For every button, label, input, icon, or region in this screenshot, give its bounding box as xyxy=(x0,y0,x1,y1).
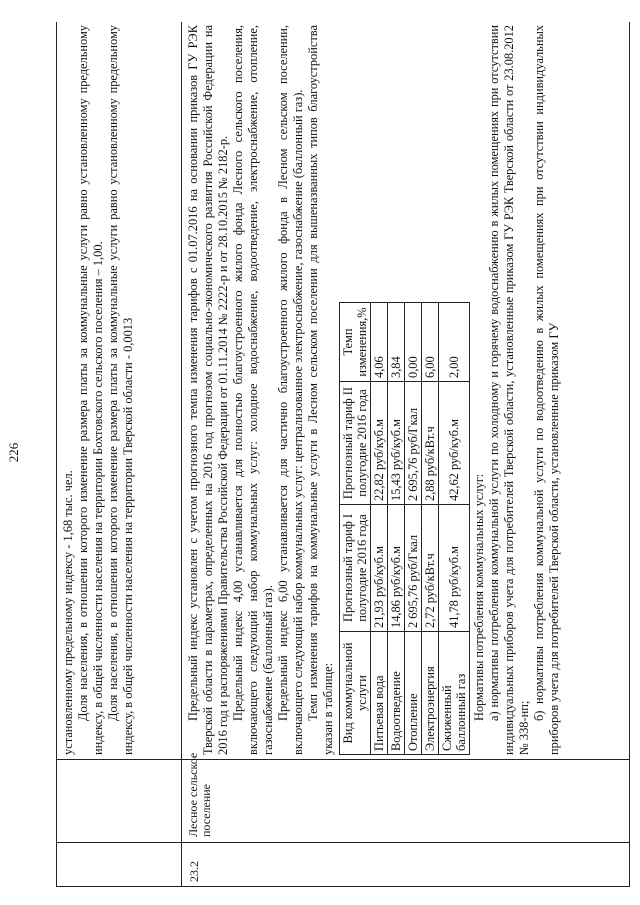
tariff-table-header xyxy=(340,303,371,755)
cell-service: Питьевая вода xyxy=(371,632,388,755)
header-tariff-h1: Прогнозный тариф I полугодие 2016 года xyxy=(340,505,371,632)
cell-service: Отопление xyxy=(405,632,422,755)
paragraph: а) нормативы потребления коммунальной услуги по холодному и горячему водоснабжению в жилых помещениях при отсутствии индивидуальных приборов учета для потребителей Тверской области, установленные приказом ГУ РЭК Тверской области от 23.08.2012 № 338-нп; xyxy=(487,25,531,755)
table-row xyxy=(422,303,439,755)
continuation-text xyxy=(61,25,136,755)
cell-service: Сжиженный баллонный газ xyxy=(439,632,470,755)
cell-tariff-h2: 2 695,76 руб/Гкал xyxy=(405,382,422,505)
page-number: 226 xyxy=(6,442,21,463)
cell-tariff-h1: 2,72 руб/кВт.ч xyxy=(422,505,439,632)
table-row xyxy=(388,303,405,755)
paragraph: Предельный индекс 4,00 устанавливается для полностью благоустроенного жилого фонда Лесного сельского поселения, включающего следующий набор коммунальных услуг: холодное водоснабжение, водоотведение, электроснабжение, отопление, газоснабжение (баллонный газ). xyxy=(231,25,275,755)
continuation-line: установленному предельному индексу - 1,68 тыс. чел. xyxy=(61,470,75,755)
cell-change-rate: 0,00 xyxy=(405,303,422,382)
cell-change-rate: 6,00 xyxy=(422,303,439,382)
header-change-rate: Темп изменения,% xyxy=(340,303,371,382)
paragraph: Нормативы потребления коммунальных услуг: xyxy=(472,473,486,721)
cell-tariff-h1: 14,86 руб/куб.м xyxy=(388,505,405,632)
paragraph: Темп изменения тарифов на коммунальные услуги в Лесном сельском поселении для вышеназванных типов благоустройства указан в таблице: xyxy=(306,25,335,755)
paragraph: б) нормативы потребления коммунальной услуги по водоотведению в жилых помещениях при отсутствии индивидуальных приборов учета для потребителей Тверской области, установленные приказом ГУ xyxy=(532,25,561,755)
continuation-paragraph: Доля населения, в отношении которого изменение размера платы за коммунальные услуги равно установленному предельному индексу, в общей численности населения на территории Бохтовского сельского поселения – 1,00. xyxy=(76,25,105,755)
cell-tariff-h2: 22,82 руб/куб.м xyxy=(371,382,388,505)
paragraph: Предельный индекс 6,00 устанавливается для частично благоустроенного жилого фонда в Лесном сельском поселении, включающего следующий набор коммунальных услуг: централизованное электроснабжение, газоснабжение (баллонный газ). xyxy=(276,25,305,755)
cell-change-rate: 3,84 xyxy=(388,303,405,382)
header-service: Вид коммунальной услуги xyxy=(340,632,371,755)
row-number: 23.2 xyxy=(187,861,201,882)
document-table-frame xyxy=(56,22,630,887)
table-divider-number xyxy=(57,842,629,843)
cell-tariff-h2: 2,88 руб/кВт.ч xyxy=(422,382,439,505)
cell-tariff-h2: 15,43 руб/куб.м xyxy=(388,382,405,505)
row-settlement-name: Лесное сельское поселение xyxy=(186,752,213,837)
header-tariff-h2: Прогнозный тариф II полугодие 2016 года xyxy=(340,382,371,505)
cell-service: Водоотведение xyxy=(388,632,405,755)
table-row xyxy=(405,303,422,755)
cell-change-rate: 4,06 xyxy=(371,303,388,382)
table-row xyxy=(371,303,388,755)
cell-change-rate: 2,00 xyxy=(439,303,470,382)
table-row-divider xyxy=(181,22,182,887)
paragraph: Предельный индекс установлен с учетом прогнозного темпа изменения тарифов с 01.07.2016 на основании приказов ГУ РЭК Тверской области в параметрах, определенных на 2016 год прогнозом социально-экономического развития Российской Федерации на 2016 год и распоряжениями Правительства Российской Федерации от 01.11.2014 № 2222-р и от 28.10.2015 № 2182-р. xyxy=(186,25,230,755)
cell-service: Электроэнергия xyxy=(422,632,439,755)
table-row xyxy=(439,303,470,755)
cell-tariff-h1: 21,93 руб/куб.м xyxy=(371,505,388,632)
cell-tariff-h2: 42,62 руб/куб.м xyxy=(439,382,470,505)
table-divider-name xyxy=(57,759,629,760)
cell-tariff-h1: 41,78 руб/куб.м xyxy=(439,505,470,632)
tariff-table xyxy=(339,302,470,755)
row-description xyxy=(186,25,562,755)
cell-tariff-h1: 2 695,76 руб/Гкал xyxy=(405,505,422,632)
continuation-paragraph: Доля населения, в отношении которого изменение размера платы за коммунальные услуги равно установленному предельному индексу, в общей численности населения на территории Тверской области - 0,0013 xyxy=(106,25,135,755)
table-border-left xyxy=(57,886,629,887)
